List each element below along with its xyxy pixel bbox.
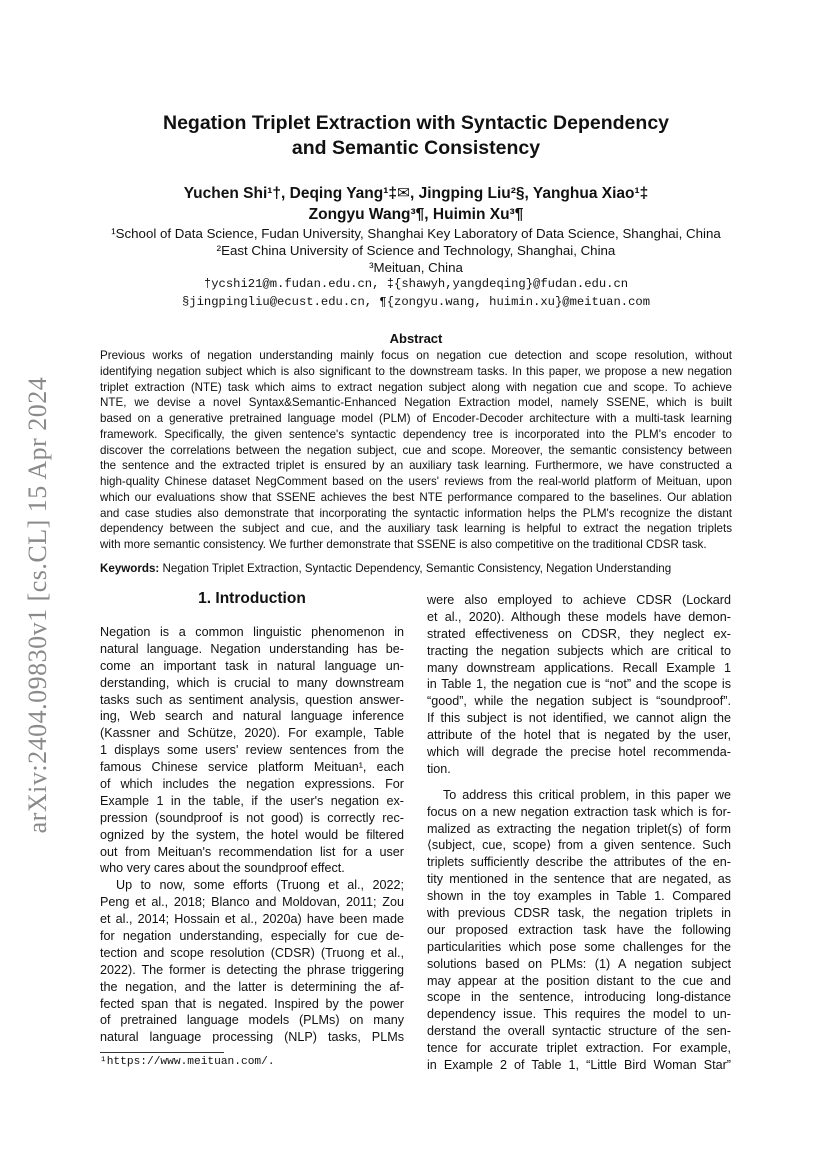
affiliation-line: ³Meituan, China [369,260,463,275]
email-line: §jingpingliu@ecust.edu.cn, ¶{zongyu.wang, huimin.xu}@meituan.com [181,294,651,309]
text-line: ⟨subject, cue, scope⟩ from a given sentence. Such [427,838,731,853]
text-line: pression (soundproof is not good) is correctly rec- [100,810,404,825]
abstract-line: with more semantic consistency. We further demonstrate that SSENE is also competitive on the traditional CDSR task. [100,538,707,551]
text-line: solutions based on PLMs: (1) A negation subject [427,956,731,971]
text-line: famous Chinese service platform Meituan¹, each [100,760,404,775]
title-line: and Semantic Consistency [291,137,541,159]
text-line: malized as extracting the negation triplet(s) of form [427,821,731,836]
paper-title [100,111,732,161]
text-line: natural language. Negation understanding has be- [100,641,404,656]
text-line: out from Meituan's recommendation list for a user [100,844,404,859]
author-list [100,183,732,225]
keywords-text: Negation Triplet Extraction, Syntactic Dependency, Semantic Consistency, Negation Understanding [162,562,672,575]
text-line: Negation is a common linguistic phenomenon in [100,625,404,639]
text-line: who very cares about the soundproof effect. [100,861,345,876]
text-line: triplets sufficiently describe the attributes of the en- [427,855,731,870]
arxiv-id: arXiv:2404.09830v1 [cs.CL] 15 Apr 2024 [23,376,52,834]
abstract-line: the sentence and the extracted triplet is ensured by an auxiliary task learning. Furthermore, we have constructed a [100,459,732,473]
affiliation-line: ¹School of Data Science, Fudan University, Shanghai Key Laboratory of Data Science, Shanghai, China [111,226,721,241]
text-line: were also employed to achieve CDSR (Lockard [427,593,731,607]
text-line: Example 1 in the table, if the user's negation ex- [100,793,404,808]
text-line: tasks such as sentiment analysis, question answer- [100,692,404,707]
abstract-line: framework. Specifically, the given sentence's syntactic dependency tree is incorporated into the PLM's encoder to [100,427,732,441]
right-column [427,592,731,1074]
arxiv-watermark [14,355,62,855]
affiliations [100,225,732,276]
text-line: strated effectiveness on CDSR, they neglect ex- [427,626,731,641]
text-line: attribute of the hotel that is negated by the user, [427,728,731,743]
text-line: for negation understanding, especially for cue de- [100,929,404,944]
text-line: may appear at the position distant to the cue and [427,973,731,988]
text-line: scope in the sentence, introducing long-distance [427,990,731,1005]
text-line: ing, Web search and natural language inference [100,709,404,724]
text-line: with previous CDSR task, the negation triplets in [427,906,731,921]
abstract-line: NTE, we devise a novel Syntax&Semantic-Enhanced Negation Extraction model, namely SSENE, which is built [100,396,732,410]
abstract-body [100,348,732,553]
text-line: (Kassner and Schütze, 2020). For example, Table [100,726,404,741]
author-line: Yuchen Shi¹†, Deqing Yang¹‡✉, Jingping Liu²§, Yanghua Xiao¹‡ [183,185,649,202]
text-line: et al., 2014; Hossain et al., 2020a) have been made [100,912,404,927]
text-line: derstand the overall syntactic structure of the sen- [427,1024,731,1039]
author-line: Zongyu Wang³¶, Huimin Xu³¶ [308,206,524,223]
email-line: †ycshi21@m.fudan.edu.cn, ‡{shawyh,yangdeqing}@fudan.edu.cn [203,277,629,291]
text-line: many downstream applications. Recall Example 1 [427,660,731,675]
footnote: ¹https://www.meituan.com/. [100,1056,275,1068]
text-line: our proposed extraction task have the following [427,922,731,937]
text-line: which will degrade the precise hotel recommenda- [427,745,731,760]
text-line: dependency issue. This requires the model to un- [427,1007,731,1022]
abstract-line: identifying negation subject which is also significant to the downstream tasks. In this paper, we propose a new negation [100,364,732,378]
text-line: et al., 2020). Although these models have demon- [427,609,731,624]
text-line: derstanding, which is crucial to many downstream [100,675,404,690]
footnote-rule [100,1052,224,1053]
text-line: “good”, while the negation subject is “soundproof”. [427,694,731,709]
text-line: 2022). The former is detecting the phrase triggering [100,962,404,977]
text-line: natural language processing (NLP) tasks, PLMs [100,1030,404,1045]
text-line: Peng et al., 2018; Blanco and Moldovan, 2011; Zou [100,895,404,910]
text-line: shown in the toy examples in Table 1. Compared [427,889,731,904]
text-line: of pretrained language models (PLMs) on many [100,1013,404,1028]
abstract-line: and case studies also demonstrate that incorporating the syntactic information helps the PLM's recognize the distant [100,506,732,520]
text-line: To address this critical problem, in this paper we [443,787,731,802]
title-line: Negation Triplet Extraction with Syntactic Dependency [162,112,670,134]
abstract-line: triplet extraction (NTE) task which aims to extract negation subject along with negation cue and scope. To achieve [100,380,732,394]
text-line: tion. [427,761,451,776]
text-line: particularities which pose some challenges for the [427,939,731,954]
text-line: Up to now, some efforts (Truong et al., 2022; [116,878,404,893]
text-line: the negation, and the latter is determining the af- [100,979,404,994]
text-line: tracting the negation subjects which are critical to [427,643,731,658]
text-line: If this subject is not identified, we cannot align the [427,711,731,726]
text-line: ognized by the system, the hotel would be filtered [100,827,404,842]
abstract-line: dependency between the subject and cue, and the auxiliary task learning is helpful to extract the negation triplets [100,522,732,536]
text-line: focus on a new negation extraction task which is for- [427,804,731,819]
text-line: tity mentioned in the sentence that are negated, as [427,872,731,887]
text-line: of which includes the negation expressions. For [100,777,404,792]
text-line: in Example 2 of Table 1, “Little Bird Woman Star” [427,1058,731,1073]
text-line: in Table 1, the negation cue is “not” and the scope is [427,677,731,692]
abstract-line: based on a generative pretrained language model (PLM) of Encoder-Decoder architecture with a multi-task learning [100,412,732,425]
left-column [100,624,404,1046]
abstract-line: discover the correlations between the negation subject, cue and scope. Moreover, the semantic consistency between [100,443,732,457]
keywords-label: Keywords: [100,562,160,575]
section-heading-introduction: 1. Introduction [198,590,306,607]
email-list [100,276,732,311]
text-line: tection and scope resolution (CDSR) (Truong et al., [100,945,404,960]
text-line: fected span that is negated. Inspired by the power [100,996,404,1011]
keywords [100,562,732,575]
text-line: tence for accurate triplet extraction. For example, [427,1041,731,1056]
abstract-line: Previous works of negation understanding mainly focus on negation cue detection and scope resolution, without [100,349,732,362]
affiliation-line: ²East China University of Science and Technology, Shanghai, China [216,243,616,258]
abstract-heading: Abstract [389,331,443,346]
abstract-line: which our evaluations show that SSENE achieves the best NTE performance compared to the baselines. Our ablation [100,490,732,504]
text-line: 1 displays some users' review sentences from the [100,743,404,758]
text-line: come an important task in natural language un- [100,658,404,673]
abstract-line: high-quality Chinese dataset NegComment based on the users' reviews from the real-world platform of Meituan, upon [100,475,732,488]
